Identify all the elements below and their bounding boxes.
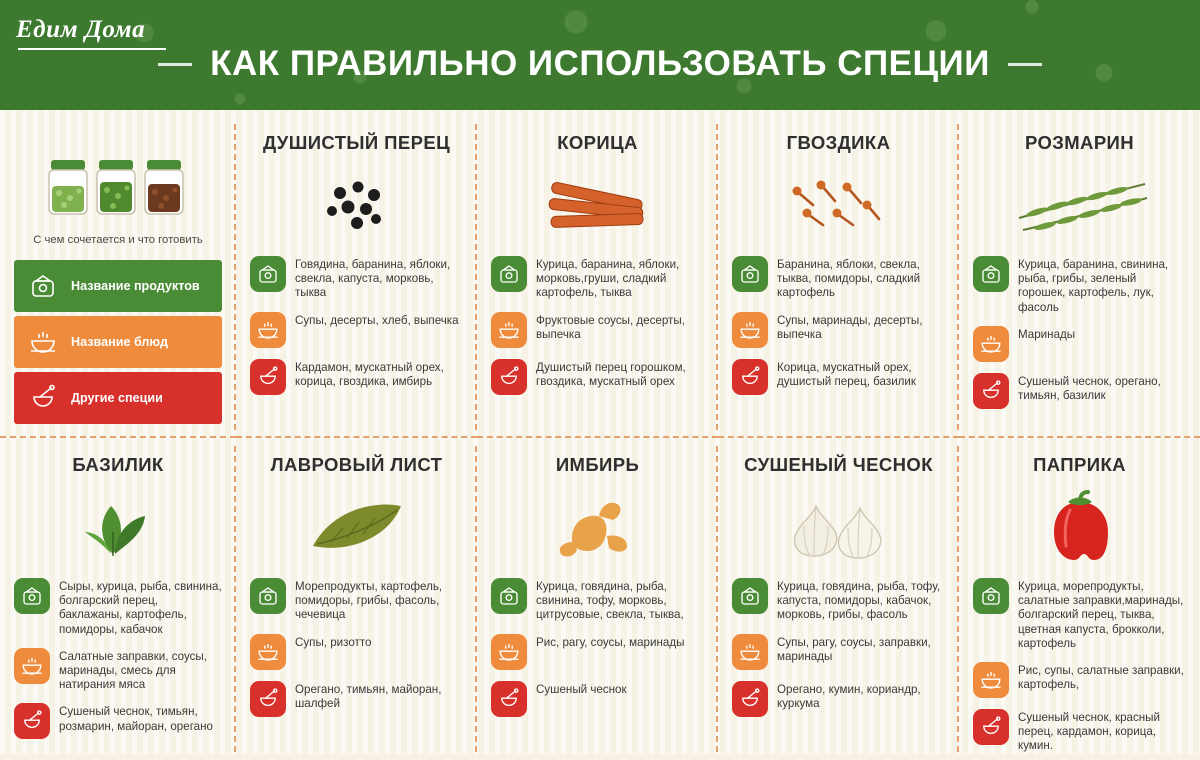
title-rule-right [1008, 63, 1042, 66]
spice-card-imbir [477, 438, 718, 760]
row-dishes [973, 662, 1186, 698]
products-icon [14, 578, 50, 614]
row-text: Сушеный чеснок, тимьян, розмарин, майоран, орегано [59, 705, 213, 733]
spice-rows [250, 256, 463, 395]
row-text: Сушеный чеснок, орегано, тимьян, базилик [1018, 374, 1161, 403]
garlic-icon [732, 480, 945, 576]
spice-rows [732, 256, 945, 395]
brand-logo: Едим Дома [16, 16, 146, 43]
row-spices [732, 359, 945, 395]
row-products [491, 578, 704, 623]
mortar-icon [14, 703, 50, 739]
spice-title: ПАПРИКА [1033, 454, 1126, 475]
row-dishes [973, 326, 1186, 362]
row-spices [973, 709, 1186, 754]
dish-icon [250, 634, 286, 670]
row-dishes [491, 312, 704, 348]
basil-icon [14, 480, 222, 576]
spice-title: БАЗИЛИК [72, 454, 164, 475]
mortar-icon [973, 709, 1009, 745]
legend-item-spices [14, 372, 222, 424]
spice-title: РОЗМАРИН [1024, 132, 1135, 153]
spice-card-paprika [959, 438, 1200, 760]
row-text: Морепродукты, картофель, помидоры, грибы, фасоль, чечевица [295, 580, 443, 622]
dish-icon [491, 312, 527, 348]
products-icon [973, 578, 1009, 614]
row-text: Супы, маринады, десерты, выпечка [777, 313, 923, 341]
spice-card-rozmarin [959, 116, 1200, 438]
row-spices [250, 681, 463, 717]
mortar-icon [973, 373, 1009, 409]
row-spices [250, 359, 463, 395]
dish-icon [973, 326, 1009, 362]
row-text: Курица, баранина, яблоки, морковь,груши, сладкий картофель, тыква [536, 258, 680, 300]
mortar-icon [491, 359, 527, 395]
ginger-icon [491, 480, 704, 576]
products-icon [732, 256, 768, 292]
dish-icon [732, 634, 768, 670]
spice-title: ИМБИРЬ [555, 454, 640, 475]
row-products [732, 578, 945, 623]
mortar-icon [491, 681, 527, 717]
dish-icon [491, 634, 527, 670]
header-title-wrap [0, 44, 1200, 84]
row-products [732, 256, 945, 301]
mortar-icon [250, 359, 286, 395]
peppercorns-icon [250, 158, 463, 254]
spice-grid [0, 110, 1200, 754]
row-text: Салатные заправки, соусы, маринады, смесь для натирания мяса [59, 649, 207, 692]
row-spices [732, 681, 945, 717]
row-products [973, 256, 1186, 315]
row-text: Кардамон, мускатный орех, корица, гвоздика, имбирь [295, 360, 444, 388]
row-text: Орегано, тимьян, майоран, шалфей [295, 682, 442, 710]
spice-title: ГВОЗДИКА [786, 132, 891, 153]
dish-icon [14, 648, 50, 684]
spice-card-dushistyi-perets [236, 116, 477, 438]
mortar-icon [732, 359, 768, 395]
spice-card-sushenyi-chesnok [718, 438, 959, 760]
products-icon [732, 578, 768, 614]
spice-rows [491, 578, 704, 717]
products-icon [973, 256, 1009, 292]
products-icon [250, 256, 286, 292]
rosemary-icon [973, 158, 1186, 254]
page-title: КАК ПРАВИЛЬНО ИСПОЛЬЗОВАТЬ СПЕЦИИ [210, 44, 990, 83]
row-text: Курица, баранина, свинина, рыба, грибы, зеленый горошек, картофель, лук, фасоль [1018, 258, 1169, 314]
cinnamon-icon [491, 158, 704, 254]
row-spices [491, 359, 704, 395]
row-dishes [732, 312, 945, 348]
row-text: Супы, десерты, хлеб, выпечка [295, 313, 459, 327]
row-products [14, 578, 222, 637]
row-text: Баранина, яблоки, свекла, тыква, помидоры, сладкий картофель [777, 258, 921, 300]
row-text: Орегано, кумин, кориандр, куркума [777, 682, 921, 710]
row-spices [14, 703, 222, 739]
spice-rows [250, 578, 463, 717]
spice-title: ДУШИСТЫЙ ПЕРЕЦ [263, 132, 450, 153]
spice-rows [732, 578, 945, 717]
spice-card-koritsa [477, 116, 718, 438]
row-text: Сушеный чеснок [536, 682, 627, 696]
legend-item-products [14, 260, 222, 312]
row-products [491, 256, 704, 301]
mortar-icon [26, 381, 60, 415]
row-text: Рис, рагу, соусы, маринады [536, 635, 685, 649]
row-products [250, 256, 463, 301]
cloves-icon [732, 158, 945, 254]
row-text: Курица, морепродукты, салатные заправки,маринады, болгарский перец, тыква, цветная капуста, брокколи, картофель [1018, 580, 1184, 650]
spice-title: СУШЕНЫЙ ЧЕСНОК [744, 454, 933, 475]
row-text: Супы, ризотто [295, 635, 372, 649]
products-icon [491, 578, 527, 614]
spice-rows [973, 256, 1186, 409]
spice-card-gvozdika [718, 116, 959, 438]
legend-label: Другие специи [71, 391, 163, 405]
row-text: Фруктовые соусы, десерты, выпечка [536, 313, 685, 341]
row-text: Душистый перец горошком, гвоздика, мускатный орех [536, 360, 686, 388]
jars-icon [14, 126, 222, 222]
row-text: Говядина, баранина, яблоки, свекла, капуста, морковь, тыква [295, 258, 451, 300]
row-dishes [491, 634, 704, 670]
dish-icon [250, 312, 286, 348]
row-text: Курица, говядина, рыба, свинина, тофу, морковь, цитрусовые, свекла, тыква, [536, 580, 684, 622]
row-products [973, 578, 1186, 651]
row-spices [491, 681, 704, 717]
row-text: Корица, мускатный орех, душистый перец, базилик [777, 360, 916, 388]
row-dishes [250, 312, 463, 348]
mortar-icon [250, 681, 286, 717]
products-icon [491, 256, 527, 292]
row-dishes [250, 634, 463, 670]
legend-cell [0, 116, 236, 438]
mortar-icon [732, 681, 768, 717]
legend-label: Название блюд [71, 335, 168, 349]
row-text: Супы, рагу, соусы, заправки, маринады [777, 635, 931, 663]
dish-icon [973, 662, 1009, 698]
row-text: Маринады [1018, 327, 1076, 341]
legend-caption: С чем сочетается и что готовить [33, 234, 203, 246]
dish-icon [26, 325, 60, 359]
legend-label: Название продуктов [71, 279, 200, 293]
row-dishes [732, 634, 945, 670]
bayleaf-icon [250, 480, 463, 576]
spice-card-bazilik [0, 438, 236, 760]
row-text: Сыры, курица, рыба, свинина, болгарский перец, баклажаны, картофель, помидоры, кабачок [59, 580, 222, 636]
spice-title: ЛАВРОВЫЙ ЛИСТ [270, 454, 443, 475]
products-icon [250, 578, 286, 614]
spice-rows [491, 256, 704, 395]
legend-item-dishes [14, 316, 222, 368]
spice-card-lavrovyi-list [236, 438, 477, 760]
page-header [0, 0, 1200, 110]
spice-rows [973, 578, 1186, 754]
spice-title: КОРИЦА [557, 132, 638, 153]
paprika-icon [973, 480, 1186, 576]
products-icon [26, 269, 60, 303]
row-dishes [14, 648, 222, 693]
title-rule-left [158, 63, 192, 66]
spice-rows [14, 578, 222, 739]
row-text: Рис, супы, салатные заправки, картофель, [1018, 664, 1184, 692]
row-products [250, 578, 463, 623]
row-spices [973, 373, 1186, 409]
row-text: Сушеный чеснок, красный перец, кардамон, корица, кумин. [1018, 711, 1160, 753]
row-text: Курица, говядина, рыба, тофу, капуста, помидоры, кабачок, морковь, грибы, фасоль [777, 580, 941, 622]
dish-icon [732, 312, 768, 348]
